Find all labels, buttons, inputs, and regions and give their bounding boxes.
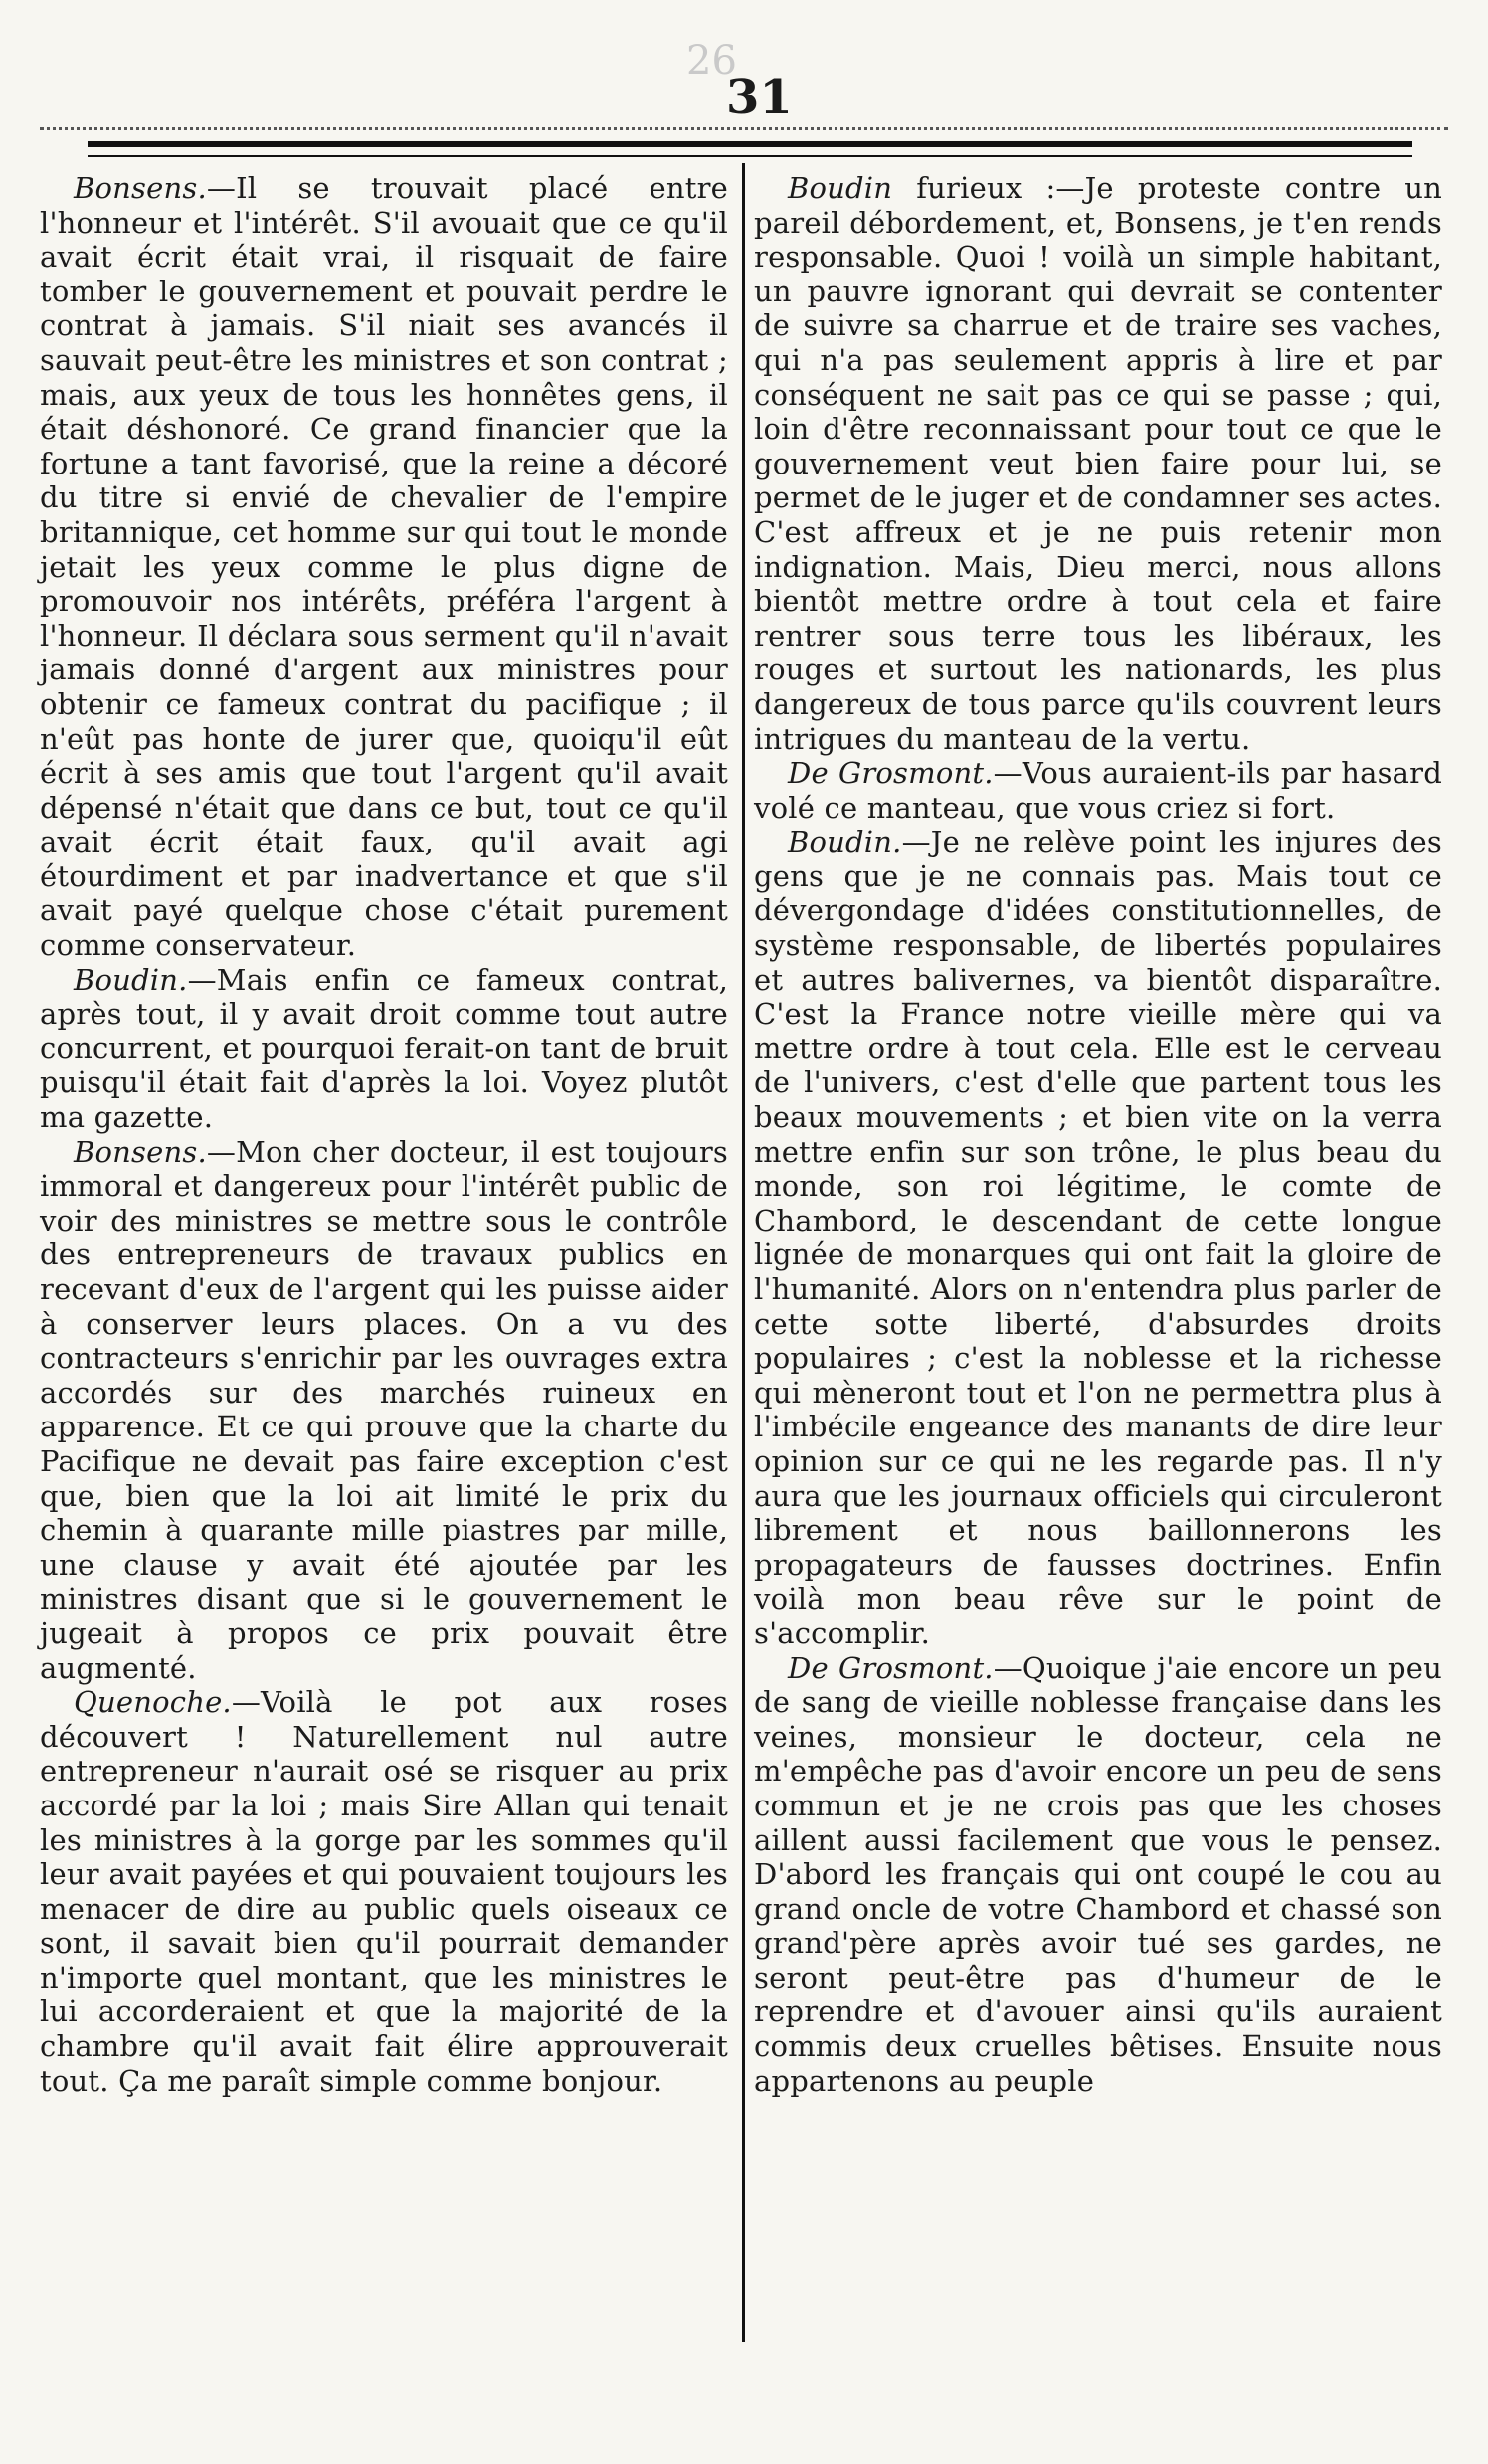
speaker-name: Bonsens. [74,171,207,205]
right-column [754,171,1442,2098]
dialogue-text: —Vous auraient-ils par hasard volé ce manteau, que vous criez si fort. [754,756,1442,825]
dialogue-text: —Mon cher docteur, il est toujours immoral et dangereux pour l'intérêt public de voir des ministres se mettre sous le contrôle des entrepreneurs de travaux publics en recevant d'eux de l'argent qui les puisse aider à conserver leurs places. On a vu des contracteurs s'enrichir par les ouvrages extra accordés sur des marchés ruineux en apparence. Et ce qui prouve que la charte du Pacifique ne devait pas faire exception c'est que, bien que la loi ait limité le prix du chemin à quarante mille piastres par mille, une clause y avait été ajoutée par les ministres disant que si le gouvernement le jugeait à propos ce prix pouvait être augmenté. [40,1134,728,1685]
dialogue-text: —Mais enfin ce fameux contrat, après tout, il y avait droit comme tout autre concurrent, et pourquoi ferait-on tant de bruit puisqu'il était fait d'après la loi. Voyez plutôt ma gazette. [40,962,728,1135]
header-thin-rule [88,155,1412,157]
paragraph [754,171,1442,756]
speaker-name: Boudin. [788,825,902,859]
paragraph [754,756,1442,825]
dialogue-text: —Je ne relève point les injures des gens que je ne connais pas. Mais tout ce dévergondage d'idées constitutionnelles, de système responsable, de libertés populaires et autres balivernes, va bientôt disparaître. C'est la France notre vieille mère qui va mettre ordre à tout cela. Elle est le cerveau de l'univers, c'est d'elle que partent tous les beaux mouvements ; et bien vite on la verra mettre enfin sur son trône, le plus beau du monde, son roi légitime, le comte de Chambord, le descendant de cette longue lignée de monarques qui ont fait la gloire de l'humanité. Alors on n'entendra plus parler de cette sotte liberté, d'absurdes droits populaires ; c'est la noblesse et la richesse qui mèneront tout et l'on ne permettra plus à l'imbécile engeance des manants de dire leur opinion sur ce qui ne les regarde pas. Il n'y aura que les journaux officiels qui circuleront librement et nous baillonnerons les propagateurs de fausses doctrines. Enfin voilà mon beau rêve sur le point de s'accomplir. [754,825,1442,1650]
page-number: 31 [726,70,793,125]
left-column [40,171,728,2098]
speaker-name: Quenoche. [74,1685,232,1720]
speaker-name: Bonsens. [74,1134,207,1169]
paragraph [40,1685,728,2098]
page-number-smudge: 26 [686,38,737,84]
paragraph [754,1651,1442,2099]
paragraph [754,825,1442,1650]
dotted-rule [40,127,1448,130]
dialogue-text: furieux :—Je proteste contre un pareil débordement, et, Bonsens, je t'en rends responsable. Quoi ! voilà un simple habitant, un pauvre ignorant qui devrait se contenter de suivre sa charrue et de traire ses vaches, qui n'a pas seulement appris à lire et par conséquent ne sait pas ce qui se passe ; qui, loin d'être reconnaissant pour tout ce que le gouvernement veut bien faire pour lui, se permet de le juger et de condamner ses actes. C'est affreux et je ne puis retenir mon indignation. Mais, Dieu merci, nous allons bientôt mettre ordre à tout cela et faire rentrer sous terre tous les libéraux, les rouges et surtout les nationards, les plus dangereux de tous parce qu'ils couvrent leurs intrigues du manteau de la vertu. [754,171,1442,756]
header-thick-rule [88,141,1412,147]
speaker-name: Boudin. [74,962,188,997]
paragraph [40,1135,728,1686]
paragraph [40,171,728,963]
speaker-name: De Grosmont. [788,1650,994,1685]
paragraph [40,963,728,1135]
speaker-name: De Grosmont. [788,756,994,791]
dialogue-text: —Quoique j'aie encore un peu de sang de vieille noblesse française dans les veines, monsieur le docteur, cela ne m'empêche pas d'avoir encore un peu de sens commun et je ne crois pas que les choses aillent aussi facilement que vous le pensez. D'abord les français qui ont coupé le cou au grand oncle de votre Chambord et chassé son grand'père après avoir tué ses gardes, ne seront peut-être pas d'humeur de le reprendre et d'avouer ainsi qu'ils auraient commis deux cruelles bêtises. Ensuite nous appartenons au peuple [754,1650,1442,2098]
speaker-name: Boudin [788,171,893,205]
column-divider [742,163,745,2342]
dialogue-text: —Il se trouvait placé entre l'honneur et l'intérêt. S'il avouait que ce qu'il avait écrit était vrai, il risquait de faire tomber le gouvernement et pouvait perdre le contrat à jamais. S'il niait ses avancés il sauvait peut-être les ministres et son contrat ; mais, aux yeux de tous les honnêtes gens, il était déshonoré. Ce grand financier que la fortune a tant favorisé, que la reine a décoré du titre si envié de chevalier de l'empire britannique, cet homme sur qui tout le monde jetait les yeux comme le plus digne de promouvoir nos intérêts, préféra l'argent à l'honneur. Il déclara sous serment qu'il n'avait jamais donné d'argent aux ministres pour obtenir ce fameux contrat du pacifique ; il n'eût pas honte de jurer que, quoiqu'il eût écrit à ses amis que tout l'argent qu'il avait dépensé n'était que dans ce but, tout ce qu'il avait écrit était faux, qu'il avait agi étourdiment et par inadvertance et que s'il avait payé quelque chose c'était purement comme conservateur. [40,171,728,963]
dialogue-text: —Voilà le pot aux roses découvert ! Naturellement nul autre entrepreneur n'aurait osé se risquer au prix accordé par la loi ; mais Sire Allan qui tenait les ministres à la gorge par les sommes qu'il leur avait payées et qui pouvaient toujours les menacer de dire au public quels oiseaux ce sont, il savait bien qu'il pourrait demander n'importe quel montant, que les ministres le lui accorderaient et que la majorité de la chambre qu'il avait fait élire approuverait tout. Ça me paraît simple comme bonjour. [40,1685,728,2098]
